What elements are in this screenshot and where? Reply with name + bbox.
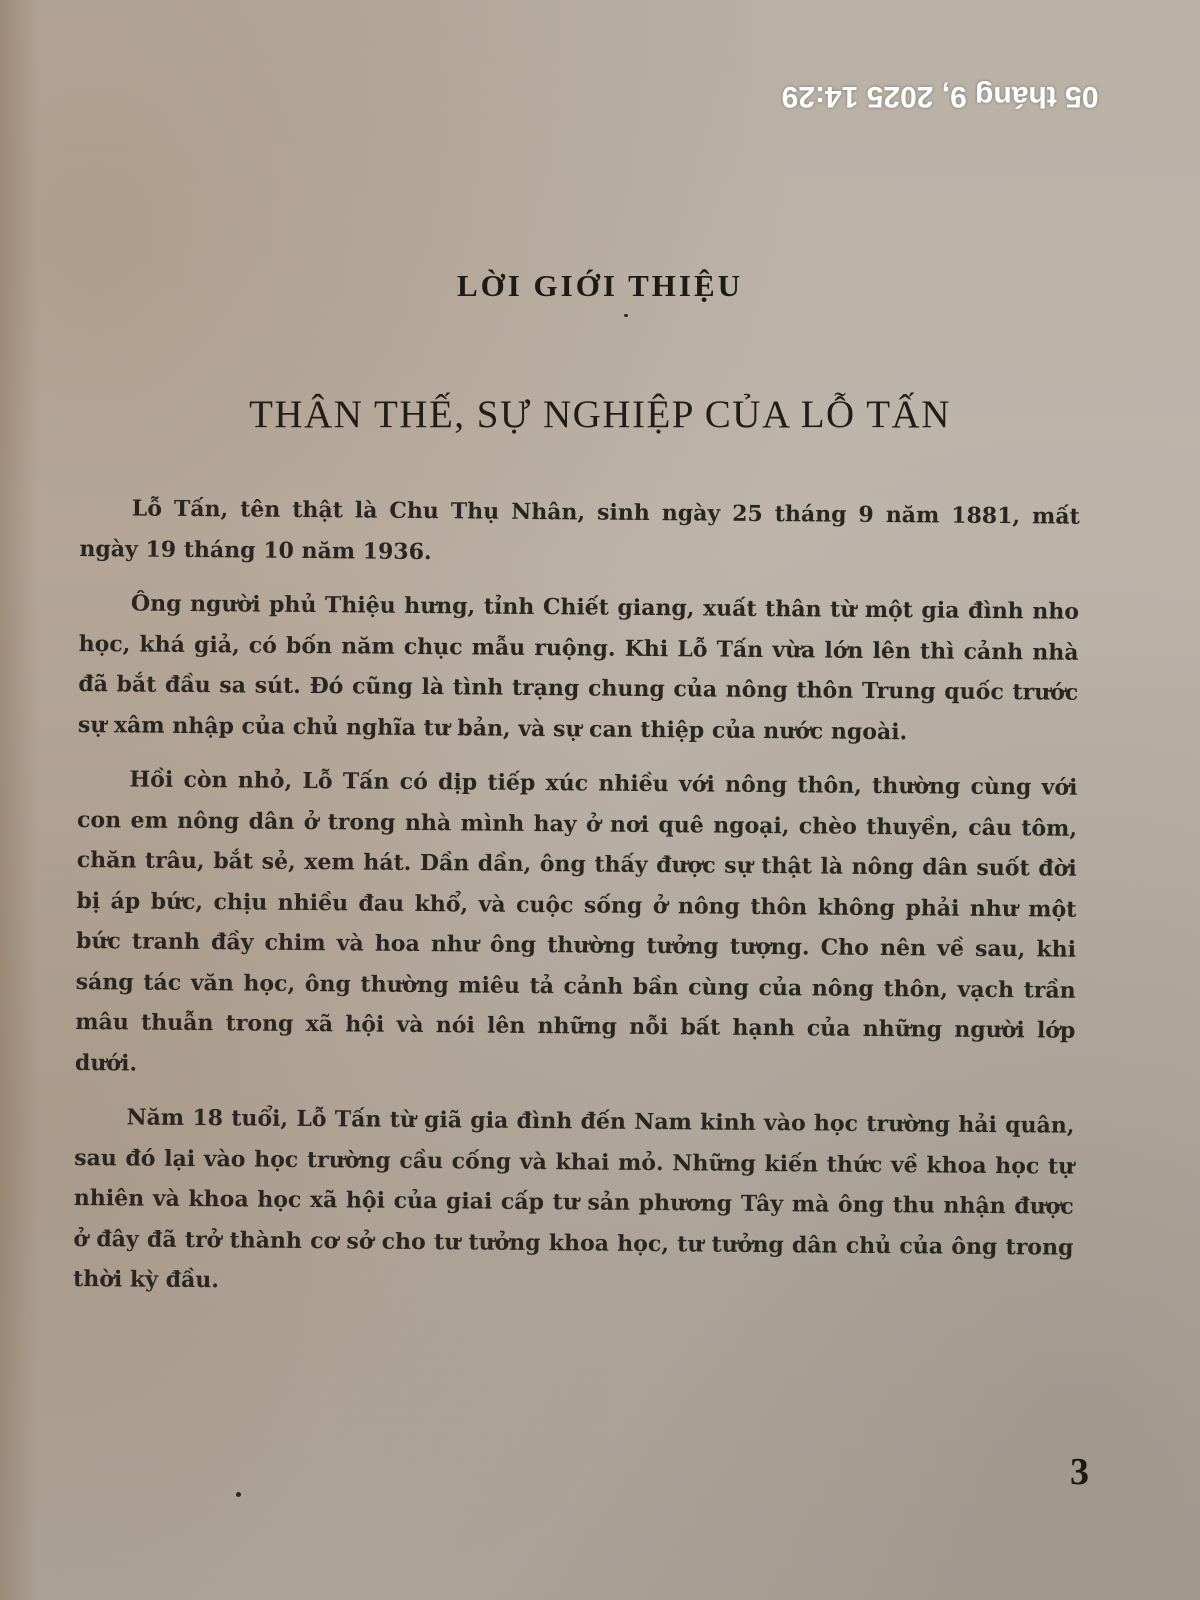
- paragraph-2: Ông người phủ Thiệu hưng, tỉnh Chiết giang, xuất thân từ một gia đình nho học, khá giả, có bốn năm chục mẫu ruộng. Khi Lỗ Tấn vừa lớn lên thì cảnh nhà đã bắt đầu sa sút. Đó cũng là tình trạng chung của nông thôn Trung quốc trước sự xâm nhập của chủ nghĩa tư bản, và sự can thiệp của nước ngoài.: [77, 590, 1080, 745]
- page-edge-shadow: [0, 0, 40, 1600]
- page-number: 3: [1070, 1451, 1089, 1493]
- ink-speck: [624, 314, 628, 317]
- paragraph-4: Năm 18 tuổi, Lỗ Tấn từ giã gia đình đến Nam kinh vào học trường hải quân, sau đó lại vào học trường cầu cống và khai mỏ. Những kiến thức về khoa học tự nhiên và khoa học xã hội của giai cấp tư sản phương Tây mà ông thu nhận được ở đây đã trở thành cơ sở cho tư tưởng khoa học, tư tưởng dân chủ của ông trong thời kỳ đầu.: [72, 1104, 1075, 1294]
- paragraph-1: Lỗ Tấn, tên thật là Chu Thụ Nhân, sinh ngày 25 tháng 9 năm 1881, mất ngày 19 tháng 10 năm 1936.: [79, 495, 1080, 565]
- photo-timestamp: 05 tháng 9, 2025 14:29: [781, 80, 1099, 113]
- section-heading: LỜI GIỚI THIỆU: [456, 268, 744, 303]
- chapter-title: THÂN THẾ, SỰ NGHIỆP CỦA LỖ TẤN: [249, 393, 951, 436]
- ink-speck: [236, 1492, 241, 1497]
- body-text: [73, 488, 1080, 1322]
- paragraph-3: Hồi còn nhỏ, Lỗ Tấn có dịp tiếp xúc nhiều với nông thôn, thường cùng với con em nông dân ở trong nhà mình hay ở nơi quê ngoại, chèo thuyền, câu tôm, chăn trâu, bắt sẻ, xem hát. Dần dần, ông thấy được sự thật là nông dân suốt đời bị áp bức, chịu nhiều đau khổ, và cuộc sống ở nông thôn không phải như một bức tranh đầy chim và hoa như ông thường tưởng tượng. Cho nên về sau, khi sáng tác văn học, ông thường miêu tả cảnh bần cùng của nông thôn, vạch trần mâu thuẫn trong xã hội và nói lên những nỗi bất hạnh của những người lớp dưới.: [74, 766, 1078, 1077]
